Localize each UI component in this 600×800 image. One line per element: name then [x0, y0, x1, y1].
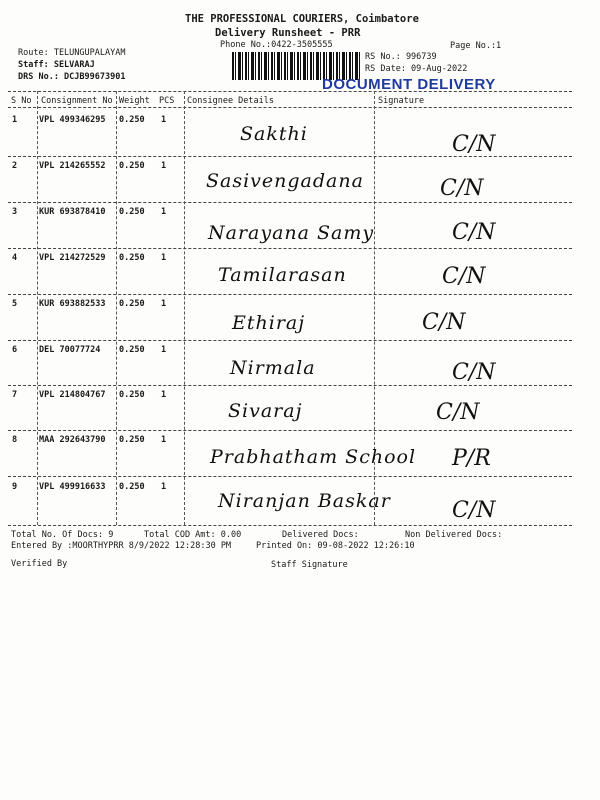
row-rule — [8, 476, 572, 477]
row-rule — [8, 156, 572, 157]
row-consignment: VPL 214272529 — [39, 253, 106, 263]
row-consignee: Ethiraj — [232, 312, 306, 334]
document-delivery-stamp: DOCUMENT DELIVERY — [322, 76, 496, 93]
phone-number: Phone No.:0422-3505555 — [220, 40, 333, 50]
row-signature: C/N — [452, 220, 496, 245]
row-weight: 0.250 — [119, 253, 145, 263]
col-consignment: Consignment No — [41, 96, 113, 106]
rs-number: RS No.: 996739 — [365, 52, 437, 62]
row-sno: 3 — [12, 207, 18, 217]
row-signature: C/N — [422, 310, 466, 335]
delivered-docs: Delivered Docs: — [282, 530, 359, 540]
row-consignee: Sasivengadana — [206, 170, 364, 192]
row-consignment: VPL 499916633 — [39, 482, 106, 492]
printed-on: Printed On: 09-08-2022 12:26:10 — [256, 541, 415, 551]
row-signature: P/R — [452, 446, 491, 471]
row-weight: 0.250 — [119, 207, 145, 217]
row-signature: C/N — [442, 264, 486, 289]
runsheet-title: Delivery Runsheet - PRR — [215, 27, 361, 39]
row-signature: C/N — [436, 400, 480, 425]
company-name: THE PROFESSIONAL COURIERS, Coimbatore — [185, 13, 419, 25]
total-cod: Total COD Amt: 0.00 — [144, 530, 242, 540]
rs-date: RS Date: 09-Aug-2022 — [365, 64, 468, 74]
row-rule — [8, 385, 572, 386]
table-top-rule — [8, 91, 572, 92]
row-weight: 0.250 — [119, 345, 145, 355]
row-rule — [8, 202, 572, 203]
row-pcs: 1 — [161, 390, 167, 400]
row-consignee: Prabhatham School — [210, 446, 417, 468]
row-consignment: KUR 693878410 — [39, 207, 106, 217]
row-weight: 0.250 — [119, 161, 145, 171]
row-pcs: 1 — [161, 115, 167, 125]
row-consignee: Tamilarasan — [218, 264, 347, 286]
row-consignee: Narayana Samy — [208, 222, 375, 244]
row-weight: 0.250 — [119, 299, 145, 309]
row-signature: C/N — [452, 498, 496, 523]
route: Route: TELUNGUPALAYAM — [18, 48, 126, 58]
row-rule — [8, 294, 572, 295]
row-signature: C/N — [452, 132, 496, 157]
staff-signature: Staff Signature — [271, 560, 348, 570]
row-sno: 9 — [12, 482, 18, 492]
non-delivered-docs: Non Delivered Docs: — [405, 530, 503, 540]
table-bottom-rule — [8, 525, 572, 526]
entered-by: Entered By :MOORTHYPRR 8/9/2022 12:28:30 PM — [11, 541, 232, 551]
drs-number: DRS No.: DCJB99673901 — [18, 72, 126, 82]
row-sno: 2 — [12, 161, 18, 171]
col-consignee: Consignee Details — [187, 96, 274, 106]
row-consignee: Nirmala — [230, 357, 316, 379]
row-rule — [8, 430, 572, 431]
row-sno: 4 — [12, 253, 18, 263]
row-pcs: 1 — [161, 482, 167, 492]
col-signature: Signature — [378, 96, 425, 106]
page-number: Page No.:1 — [450, 41, 502, 51]
row-consignment: MAA 292643790 — [39, 435, 106, 445]
staff: Staff: SELVARAJ — [18, 60, 95, 70]
row-consignment: VPL 214265552 — [39, 161, 106, 171]
row-weight: 0.250 — [119, 115, 145, 125]
row-consignee: Sivaraj — [228, 400, 303, 422]
row-sno: 5 — [12, 299, 18, 309]
row-pcs: 1 — [161, 345, 167, 355]
verified-by: Verified By — [11, 559, 68, 569]
row-rule — [8, 248, 572, 249]
row-consignment: KUR 693882533 — [39, 299, 106, 309]
row-sno: 7 — [12, 390, 18, 400]
col-weight: Weight — [119, 96, 150, 106]
col-pcs: PCS — [159, 96, 175, 106]
row-sno: 1 — [12, 115, 18, 125]
row-sno: 8 — [12, 435, 18, 445]
row-pcs: 1 — [161, 253, 167, 263]
row-weight: 0.250 — [119, 435, 145, 445]
row-weight: 0.250 — [119, 482, 145, 492]
row-rule — [8, 340, 572, 341]
row-pcs: 1 — [161, 207, 167, 217]
row-weight: 0.250 — [119, 390, 145, 400]
row-pcs: 1 — [161, 435, 167, 445]
row-pcs: 1 — [161, 161, 167, 171]
header-bottom-rule — [8, 107, 572, 108]
row-signature: C/N — [452, 360, 496, 385]
col-sno: S No — [11, 96, 32, 106]
row-consignment: DEL 70077724 — [39, 345, 101, 355]
row-consignee: Sakthi — [240, 123, 308, 145]
row-consignment: VPL 214804767 — [39, 390, 106, 400]
row-consignment: VPL 499346295 — [39, 115, 106, 125]
row-consignee: Niranjan Baskar — [218, 490, 391, 512]
row-sno: 6 — [12, 345, 18, 355]
row-signature: C/N — [440, 176, 484, 201]
row-pcs: 1 — [161, 299, 167, 309]
total-docs: Total No. Of Docs: 9 — [11, 530, 114, 540]
